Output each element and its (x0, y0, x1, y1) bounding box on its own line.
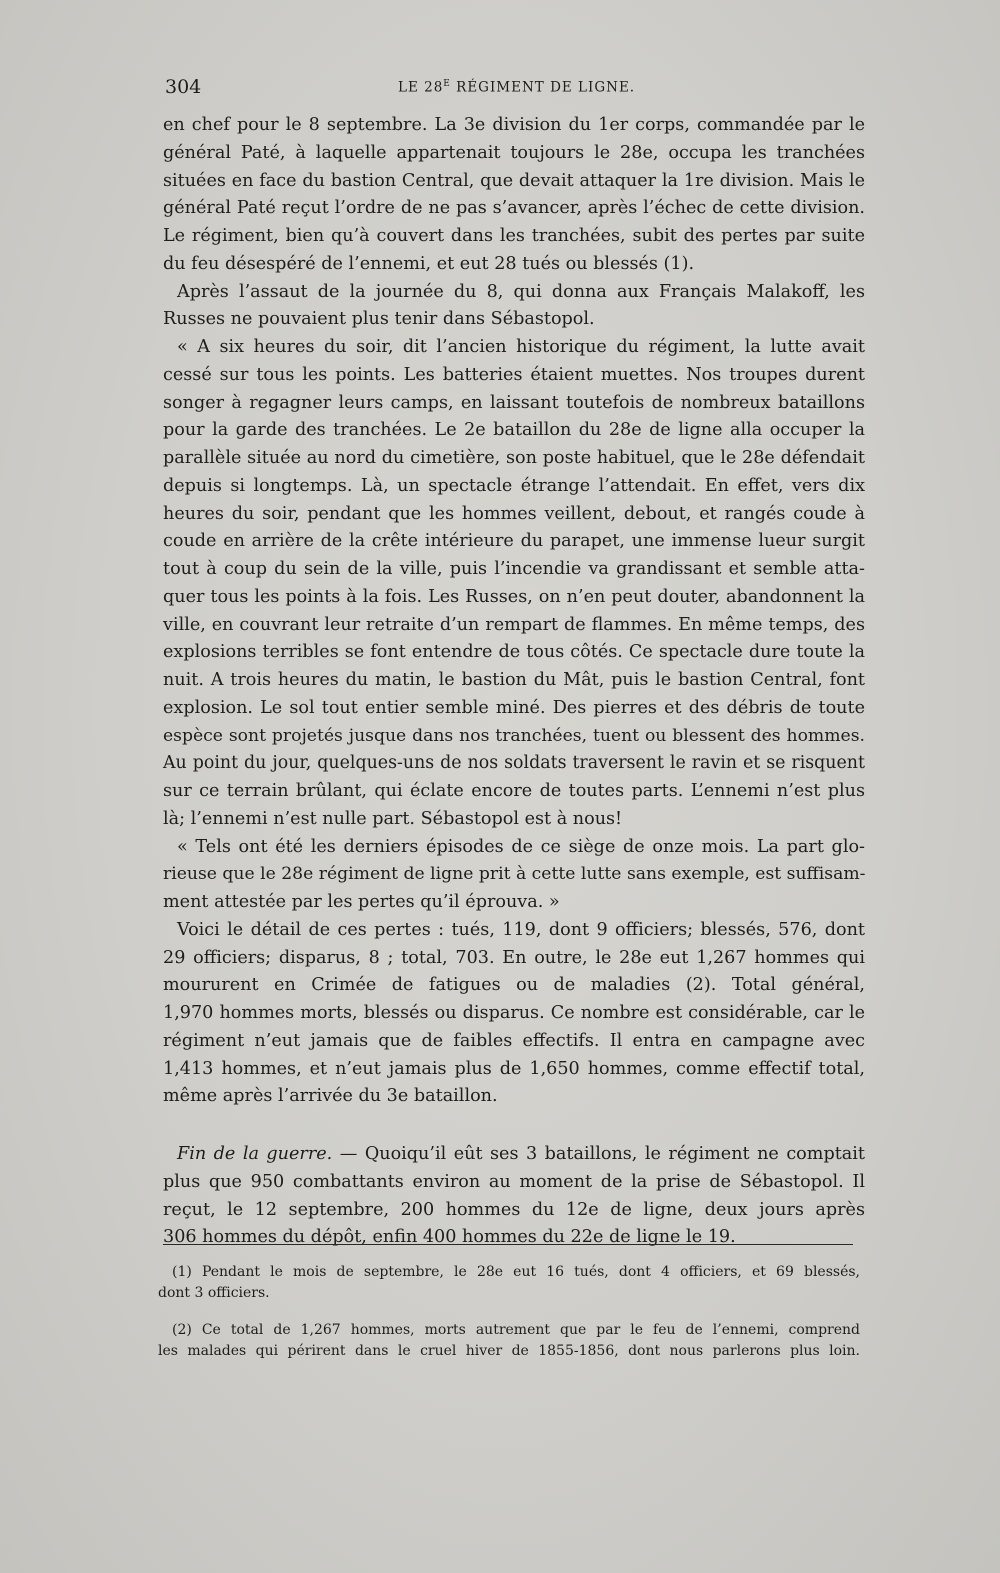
body-line: Au point du jour, quelques-uns de nos soldats traversent le ravin et se risquent (163, 753, 865, 774)
footnote-line: (1) Pendant le mois de septembre, le 28e eut 16 tués, dont 4 officiers, et 69 blessés, (172, 1264, 860, 1280)
body-line: général Paté reçut l’ordre de ne pas s’avancer, après l’échec de cette division. (163, 198, 865, 219)
page-header (165, 76, 865, 100)
body-line: 1,413 hommes, et n’eut jamais plus de 1,650 hommes, comme effectif total, (163, 1058, 865, 1079)
body-line: 306 hommes du dépôt, enfin 400 hommes du 22e de ligne le 19. (163, 1227, 736, 1248)
running-title-prefix: LE 28 (398, 79, 444, 96)
body-text (163, 112, 865, 1252)
body-line: Voici le détail de ces pertes : tués, 119, dont 9 officiers; blessés, 576, dont (177, 919, 865, 940)
body-line: situées en face du bastion Central, que devait attaquer la 1re division. Mais le (163, 170, 865, 191)
body-line: rieuse que le 28e régiment de ligne prit à cette lutte sans exemple, est suffisam- (163, 864, 866, 885)
body-line: sur ce terrain brûlant, qui éclate encore de toutes parts. L’ennemi n’est plus (163, 781, 865, 801)
body-line: régiment n’eut jamais que de faibles effectifs. Il entra en campagne avec (163, 1030, 865, 1051)
body-line: en chef pour le 8 septembre. La 3e division du 1er corps, commandée par le (163, 115, 865, 135)
footnote-line: (2) Ce total de 1,267 hommes, morts autrement que par le feu de l’ennemi, comprend (172, 1322, 860, 1338)
footnote-line: les malades qui périrent dans le cruel hiver de 1855-1856, dont nous parlerons plus loin. (158, 1343, 860, 1359)
body-line: cessé sur tous les points. Les batteries étaient muettes. Nos troupes durent (163, 364, 865, 385)
body-line: général Paté, à laquelle appartenait toujours le 28e, occupa les tranchées (163, 142, 865, 163)
body-line: coude en arrière de la crête intérieure du parapet, une immense lueur surgit (163, 531, 865, 552)
body-line: espèce sont projetés jusque dans nos tranchées, tuent ou blessent des hommes. (163, 725, 865, 746)
body-line: ment attestée par les pertes qu’il éprouva. » (163, 892, 560, 912)
running-title (398, 79, 635, 96)
body-line: pour la garde des tranchées. Le 2e bataillon du 28e de ligne alla occuper la (163, 420, 865, 441)
body-line: là; l’ennemi n’est nulle part. Sébastopol est à nous! (163, 808, 623, 829)
footnotes (158, 1262, 860, 1362)
body-line: du feu désespéré de l’ennemi, et eut 28 tués ou blessés (1). (163, 253, 695, 274)
body-line: songer à regagner leurs camps, en laissant toutefois de nombreux bataillons (163, 392, 865, 413)
body-line: depuis si longtemps. Là, un spectacle étrange l’attendait. En effet, vers dix (163, 475, 865, 496)
body-line: parallèle située au nord du cimetière, son poste habituel, que le 28e défendait (163, 448, 865, 468)
running-title-suffix: RÉGIMENT DE LIGNE. (450, 79, 636, 96)
body-line: tout à coup du sein de la ville, puis l’incendie va grandissant et semble atta- (163, 559, 865, 579)
body-line: nuit. A trois heures du matin, le bastion du Mât, puis le bastion Central, font (163, 670, 865, 690)
body-line: moururent en Crimée de fatigues ou de maladies (2). Total général, (163, 975, 865, 996)
section-first-line (163, 1141, 865, 1169)
body-line: plus que 950 combattants environ au moment de la prise de Sébastopol. Il (163, 1171, 865, 1192)
body-line: Le régiment, bien qu’à couvert dans les tranchées, subit des pertes par suite (163, 226, 865, 246)
body-line: « A six heures du soir, dit l’ancien historique du régiment, la lutte avait (177, 337, 865, 357)
body-line: 1,970 hommes morts, blessés ou disparus. Ce nombre est considérable, car le (163, 1003, 865, 1023)
body-line: « Tels ont été les derniers épisodes de ce siège de onze mois. La part glo- (177, 836, 865, 857)
body-line: Russes ne pouvaient plus tenir dans Sébastopol. (163, 309, 595, 330)
body-line: Après l’assaut de la journée du 8, qui donna aux Français Malakoff, les (177, 281, 865, 302)
body-line: reçut, le 12 septembre, 200 hommes du 12e de ligne, deux jours après (163, 1199, 865, 1220)
running-title-sup: E (443, 79, 451, 89)
body-line: ville, en couvrant leur retraite d’un rempart de flammes. En même temps, des (163, 614, 865, 635)
body-line: explosions terribles se font entendre de tous côtés. Ce spectacle dure toute la (163, 642, 865, 663)
section-title: Fin de la guerre. (177, 1144, 333, 1164)
footnote-gap (158, 1304, 860, 1320)
page-number: 304 (165, 76, 202, 98)
body-line: 29 officiers; disparus, 8 ; total, 703. En outre, le 28e eut 1,267 hommes qui (163, 947, 865, 968)
footnote-line: dont 3 officiers. (158, 1285, 270, 1301)
footnote-divider (163, 1244, 853, 1245)
body-line: même après l’arrivée du 3e bataillon. (163, 1086, 498, 1107)
section-gap (163, 1111, 865, 1141)
body-line: heures du soir, pendant que les hommes veillent, debout, et rangés coude à (163, 503, 865, 524)
body-line: explosion. Le sol tout entier semble miné. Des pierres et des débris de toute (163, 697, 865, 718)
body-line: quer tous les points à la fois. Les Russes, on n’en peut douter, abandonnent la (163, 586, 865, 607)
section-first-line-text: — Quoiqu’il eût ses 3 bataillons, le régiment ne comptait (332, 1144, 865, 1164)
